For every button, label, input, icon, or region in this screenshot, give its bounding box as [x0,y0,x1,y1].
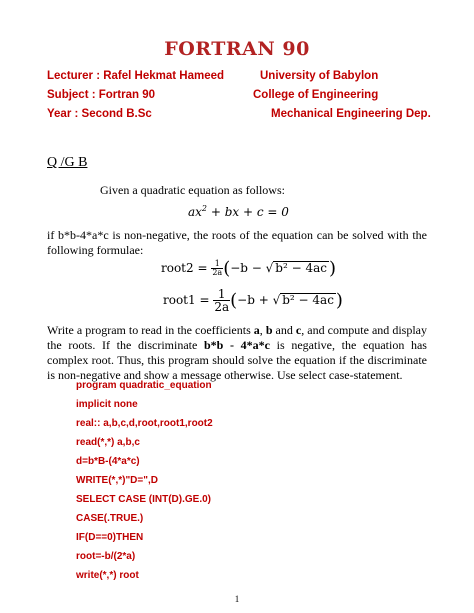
task-discriminant: b*b - 4*a*c [203,338,270,352]
code-line: IF(D==0)THEN [76,532,144,543]
document-title: FORTRAN 90 [164,38,310,60]
root2-inner: −b − √ [230,261,274,275]
task-coef-b: b [265,323,273,337]
code-line: read(*,*) a,b,c [76,437,140,448]
intro-text: Given a quadratic equation as follows: [100,183,285,197]
code-line: real:: a,b,c,d,root,root1,root2 [76,418,213,429]
root1-radicand: b² − 4ac [282,293,334,307]
task-text-2: , [259,323,266,337]
equation-term-a: ax [188,205,202,219]
task-text-4: , and compute and display the roots. If the discriminate [47,323,427,352]
root1-inner: −b + √ [237,293,281,307]
code-line: root=-b/(2*a) [76,551,136,562]
code-line: write(*,*) root [76,570,139,581]
root2-radicand: b² − 4ac [275,261,327,275]
root1-fraction [213,288,230,313]
department-label: Mechanical Engineering Dep. [271,108,431,120]
root2-numerator: 1 [211,260,223,269]
root1-formula: root1 = $\frac{1}{2a}$ (−b + √ b² − 4ac ) [163,287,343,314]
equation-exponent: 2 [201,204,208,213]
university-label: University of Babylon [260,70,379,82]
lecturer-label: Lecturer : Rafel Hekmat Hameed [47,70,225,82]
task-coef-a: a [253,323,260,337]
task-text-1: Write a program to read in the coefficients [47,323,254,337]
section-label: Q /G B [47,155,88,170]
code-line: WRITE(*,*)"D=",D [76,475,158,486]
root2-fraction [211,260,223,277]
root2-formula: root2 = $\frac{1}{2a}$ (−b − √ b² − 4ac ) [161,258,337,279]
root1-numerator: 1 [213,288,230,301]
condition-text: if b*b-4*a*c is non-negative, the roots of the equation can be solved with the following formulae: [47,228,427,257]
equation-rest: + bx + c = 0 [207,205,289,219]
root1-lhs: root1 = [163,293,214,307]
code-line: implicit none [76,399,138,410]
task-text-5: is negative, the equation has complex root. Thus, this program should solve the equation if the discriminate is non-negative and show a message otherwise. Use select case-statement. [47,338,427,382]
year-label: Year : Second B.Sc [47,108,152,120]
page-number: 1 [234,594,240,604]
subject-label: Subject : Fortran 90 [47,89,155,101]
code-line: d=b*B-(4*a*c) [76,456,140,467]
college-label: College of Engineering [253,89,379,101]
task-coef-c: c [295,323,302,337]
code-line: CASE(.TRUE.) [76,513,144,524]
code-line: program quadratic_equation [76,380,212,391]
task-text-3: and [272,323,296,337]
code-line: SELECT CASE (INT(D).GE.0) [76,494,212,505]
root2-lhs: root2 = [161,261,212,275]
quadratic-equation [188,204,289,219]
root1-denominator: 2a [214,300,230,314]
task-paragraph [47,323,427,383]
root2-denominator: 2a [212,268,223,277]
